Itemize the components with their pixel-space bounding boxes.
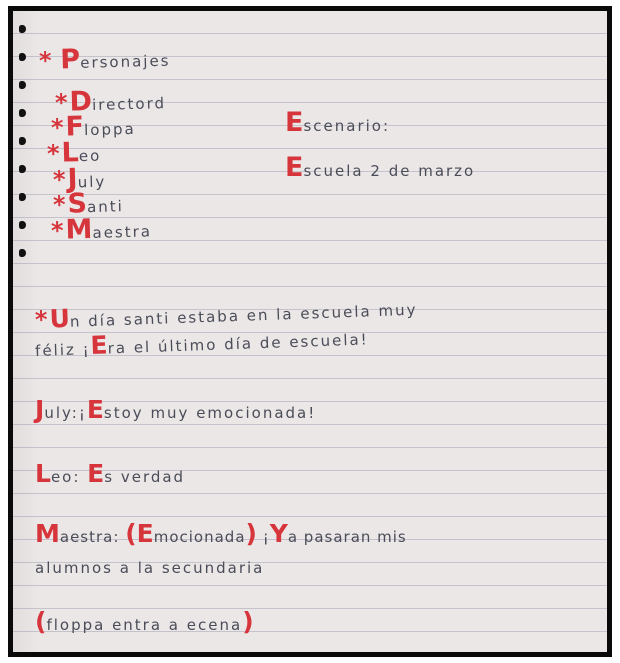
character-name: anti — [86, 197, 125, 217]
red-initial: E — [136, 519, 154, 548]
characters-heading — [39, 42, 171, 76]
spiral-binding-holes — [19, 11, 31, 652]
binding-hole — [19, 25, 26, 33]
red-initial: P — [59, 43, 81, 76]
red-initial: D — [69, 86, 93, 118]
red-initial: E — [87, 459, 105, 488]
asterisk-bullet: * — [50, 216, 66, 245]
red-initial: E — [89, 330, 109, 361]
red-initial: M — [65, 213, 93, 246]
dialogue-leo — [35, 459, 185, 488]
speaker-text: eo: — [50, 468, 88, 486]
speaker-text: uly:¡ — [44, 404, 87, 422]
lined-notebook-page — [13, 11, 607, 652]
binding-hole — [19, 165, 26, 173]
location-text: scuela 2 de marzo — [303, 162, 476, 180]
character-name: eo — [78, 146, 102, 166]
dialogue-text: stoy muy emocionada! — [103, 404, 317, 422]
red-parenthesis: ) — [245, 519, 257, 548]
asterisk-bullet: * — [52, 165, 68, 194]
dialogue-text: s verdad — [104, 468, 186, 486]
red-initial: M — [35, 519, 60, 548]
stage-direction — [35, 607, 254, 636]
red-parenthesis: ( — [35, 607, 47, 636]
red-initial: U — [49, 303, 71, 334]
asterisk-bullet: * — [50, 113, 66, 142]
dialogue-maestra-line-2 — [35, 559, 264, 577]
dialogue-maestra-line-1 — [35, 519, 407, 548]
binding-hole — [19, 137, 26, 145]
red-initial: E — [285, 152, 304, 183]
red-initial: E — [285, 107, 304, 138]
binding-hole — [19, 81, 26, 89]
speaker-text: aestra: — [59, 528, 126, 546]
character-name: loppa — [83, 119, 136, 140]
narration-text: n día santi estaba en la escuela muy — [69, 300, 418, 331]
asterisk-bullet: * — [46, 139, 62, 168]
red-initial: L — [35, 459, 51, 488]
character-name: irectord — [91, 94, 167, 115]
binding-hole — [19, 193, 26, 201]
dialogue-july — [35, 395, 316, 424]
binding-hole — [19, 53, 26, 61]
red-initial: S — [67, 188, 88, 220]
dialogue-text: ¡ — [256, 528, 270, 546]
red-initial: J — [35, 395, 45, 424]
narration-text: ra el último día de escuela! — [107, 330, 369, 358]
red-parenthesis: ) — [242, 607, 254, 636]
character-name: uly — [77, 172, 107, 192]
asterisk-bullet: * — [34, 305, 51, 334]
scenario-location — [285, 152, 475, 183]
red-initial: E — [86, 395, 104, 424]
binding-hole — [19, 249, 26, 257]
stage-direction-text: floppa entra a ecena — [46, 616, 243, 634]
binding-hole — [19, 109, 26, 117]
notebook-photo-frame — [8, 6, 612, 657]
scenario-heading — [285, 107, 390, 138]
red-initial: J — [67, 163, 79, 195]
asterisk-bullet: * — [38, 46, 54, 75]
red-initial: Y — [269, 519, 288, 548]
red-initial: F — [65, 111, 85, 143]
scenario-label: scenario: — [303, 117, 391, 135]
asterisk-bullet: * — [54, 88, 70, 117]
dialogue-text: alumnos a la secundaria — [35, 559, 265, 577]
dialogue-text: a pasaran mis — [287, 528, 407, 546]
red-initial: L — [61, 137, 80, 169]
narration-text: féliz ¡ — [34, 340, 91, 360]
asterisk-bullet: * — [52, 190, 68, 219]
heading-text: ersonajes — [79, 51, 171, 72]
stage-note-text: mocionada — [153, 528, 246, 546]
red-parenthesis: ( — [125, 519, 137, 548]
binding-hole — [19, 221, 26, 229]
character-item-maestra — [51, 212, 153, 246]
character-name: aestra — [92, 222, 153, 242]
